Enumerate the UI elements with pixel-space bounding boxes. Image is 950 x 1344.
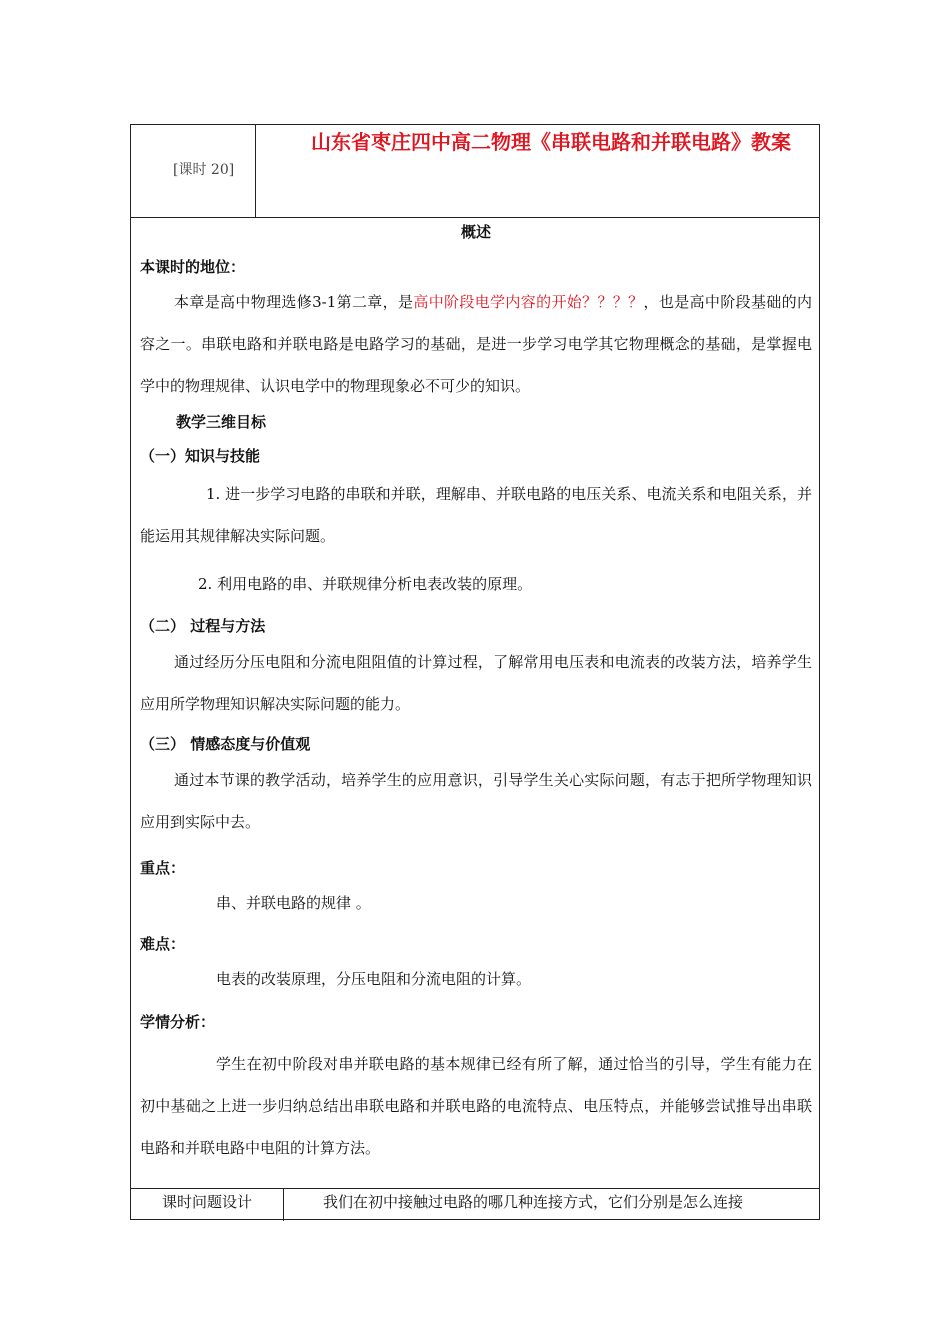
footer-top-border bbox=[131, 1188, 819, 1189]
lesson-plan-table bbox=[130, 124, 820, 1220]
overview-section bbox=[140, 221, 812, 1169]
question-design-label: 课时问题设计 bbox=[161, 1193, 252, 1211]
knowledge-heading: （一）知识与技能 bbox=[140, 447, 261, 465]
header-divider bbox=[255, 125, 256, 218]
key-points-label: 重点： bbox=[140, 859, 186, 877]
process-paragraph: 通过经历分压电阻和分流电阻阻值的计算过程，了解常用电压表和电流表的改装方法，培养学生应用所学物理知识解决实际问题的能力。 bbox=[140, 653, 812, 713]
knowledge-item-2: 2. 利用电路的串、并联规律分析电表改装的原理。 bbox=[198, 575, 533, 593]
position-text-2: ，也是高中阶段基础的内容之一。串联电路和并联电路是电路学习的基础，是进一步学习电学其它物理概念的基础，是掌握电学中的物理规律、认识电学中的物理现象必不可少的知识。 bbox=[140, 293, 812, 395]
header-bottom-border bbox=[131, 217, 819, 218]
overview-heading: 概述 bbox=[460, 223, 491, 241]
emotion-heading: （三） 情感态度与价值观 bbox=[140, 735, 311, 753]
footer-divider bbox=[283, 1188, 284, 1221]
analysis-paragraph: 学生在初中阶段对串并联电路的基本规律已经有所了解，通过恰当的引导，学生有能力在初中基础之上进一步归纳总结出串联电路和并联电路的电流特点、电压特点，并能够尝试推导出串联电路和并联电路中电阻的计算方法。 bbox=[140, 1055, 812, 1157]
process-heading: （二） 过程与方法 bbox=[140, 617, 266, 635]
analysis-label: 学情分析： bbox=[140, 1013, 216, 1031]
position-paragraph bbox=[140, 281, 812, 407]
difficult-points-label: 难点： bbox=[140, 935, 186, 953]
lesson-number: [课时 20] bbox=[173, 162, 235, 178]
document-title: 山东省枣庄四中高二物理《串联电路和并联电路》教案 bbox=[311, 130, 791, 154]
emotion-paragraph: 通过本节课的教学活动，培养学生的应用意识，引导学生关心实际问题，有志于把所学物理知识应用到实际中去。 bbox=[140, 771, 812, 831]
position-text-red: 高中阶段电学内容的开始？？？？ bbox=[413, 293, 644, 311]
key-points-text: 串、并联电路的规律 。 bbox=[216, 894, 371, 912]
knowledge-item-1: 1. 进一步学习电路的串联和并联，理解串、并联电路的电压关系、电流关系和电阻关系，并能运用其规律解决实际问题。 bbox=[140, 485, 812, 545]
position-text-1: 本章是高中物理选修3-1第二章，是 bbox=[174, 293, 414, 311]
difficult-points-text: 电表的改装原理，分压电阻和分流电阻的计算。 bbox=[216, 970, 532, 988]
question-design-text: 我们在初中接触过电路的哪几种连接方式，它们分别是怎么连接 bbox=[323, 1193, 744, 1211]
position-label: 本课时的地位： bbox=[140, 258, 246, 276]
goals-heading: 教学三维目标 bbox=[176, 413, 267, 431]
